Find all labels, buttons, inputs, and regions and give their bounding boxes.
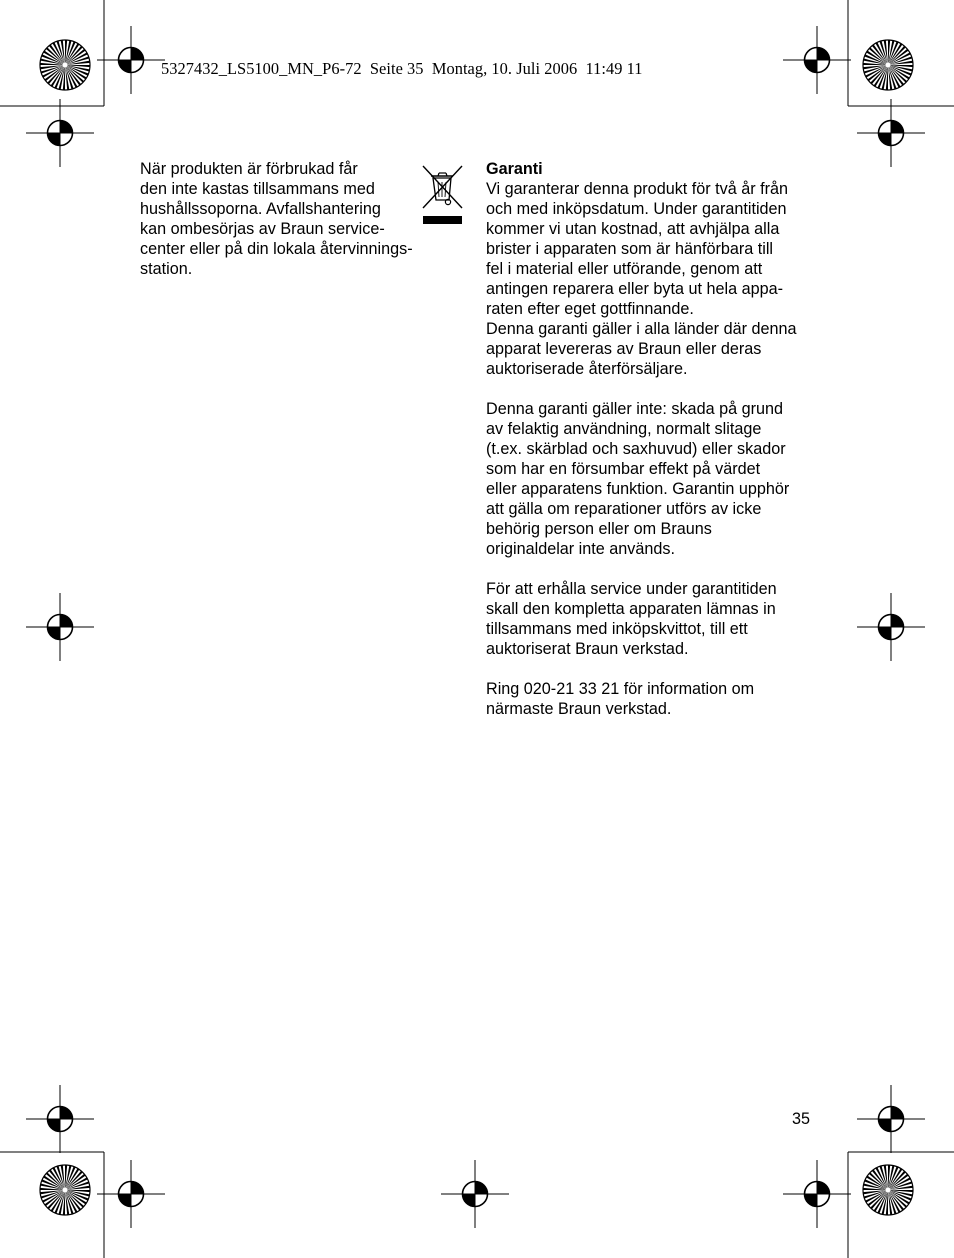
warranty-line: Ring 020-21 33 21 för information om xyxy=(486,680,755,698)
warranty-line: av felaktig användning, normalt slitage xyxy=(486,420,762,438)
warranty-line: närmaste Braun verkstad. xyxy=(486,700,672,718)
paragraph-gap xyxy=(486,659,816,679)
warranty-section xyxy=(486,159,816,719)
warranty-line: Denna garanti gäller i alla länder där denna xyxy=(486,320,797,338)
star-target-top-left xyxy=(40,40,90,90)
star-target-center xyxy=(63,1188,68,1193)
registration-mark-top-right xyxy=(783,26,851,94)
star-target-bottom-left xyxy=(40,1165,90,1215)
warranty-line: Vi garanterar denna produkt för två år från xyxy=(486,180,789,198)
registration-mark-top-left xyxy=(97,26,165,94)
registration-mark-bottom-right xyxy=(783,1160,851,1228)
warranty-line: originaldelar inte används. xyxy=(486,540,675,558)
registration-mark-lower-right xyxy=(857,1085,925,1153)
warranty-title: Garanti xyxy=(486,160,543,178)
warranty-line: auktoriserade återförsäljare. xyxy=(486,360,688,378)
warranty-line: skall den kompletta apparaten lämnas in xyxy=(486,600,776,618)
disposal-line: center eller på din lokala återvinnings- xyxy=(140,240,413,258)
star-target-center xyxy=(63,63,68,68)
paragraph-gap xyxy=(486,559,816,579)
print-slug-header: 5327432_LS5100_MN_P6-72 Seite 35 Montag, 10. Juli 2006 11:49 11 xyxy=(161,59,643,78)
disposal-line: station. xyxy=(140,260,193,278)
page-number: 35 xyxy=(792,1110,811,1128)
disposal-line: den inte kastas tillsammans med xyxy=(140,180,375,198)
registration-mark-bottom-left xyxy=(97,1160,165,1228)
disposal-line: hushållssoporna. Avfallshantering xyxy=(140,200,381,218)
disposal-line: kan ombesörjas av Braun service- xyxy=(140,220,385,238)
warranty-line: auktoriserat Braun verkstad. xyxy=(486,640,689,658)
registration-mark-mid-right xyxy=(857,593,925,661)
registration-mark-bottom-center xyxy=(441,1160,509,1228)
warranty-line: För att erhålla service under garantitiden xyxy=(486,580,777,598)
registration-mark-upper-left xyxy=(26,99,94,167)
warranty-line: eller apparatens funktion. Garantin upphör xyxy=(486,480,790,498)
star-target-center xyxy=(886,63,891,68)
warranty-line: och med inköpsdatum. Under garantitiden xyxy=(486,200,787,218)
star-target-bottom-right xyxy=(863,1165,913,1215)
warranty-line: att gälla om reparationer utförs av icke xyxy=(486,500,762,518)
registration-mark-lower-left xyxy=(26,1085,94,1153)
warranty-line: kommer vi utan kostnad, att avhjälpa alla xyxy=(486,220,780,238)
warranty-line: Denna garanti gäller inte: skada på grund xyxy=(486,400,783,418)
star-target-top-right xyxy=(863,40,913,90)
warranty-line: (t.ex. skärblad och saxhuvud) eller skador xyxy=(486,440,786,458)
disposal-notice xyxy=(140,159,440,279)
star-target-center xyxy=(886,1188,891,1193)
warranty-line: brister i apparaten som är hänförbara till xyxy=(486,240,774,258)
warranty-line: apparat levereras av Braun eller deras xyxy=(486,340,762,358)
warranty-line: som har en försumbar effekt på värdet xyxy=(486,460,761,478)
warranty-line: antingen reparera eller byta ut hela appa- xyxy=(486,280,783,298)
registration-mark-upper-right xyxy=(857,99,925,167)
warranty-line: behörig person eller om Brauns xyxy=(486,520,712,538)
warranty-line: raten efter eget gottfinnande. xyxy=(486,300,694,318)
registration-mark-mid-left xyxy=(26,593,94,661)
warranty-line: fel i material eller utförande, genom att xyxy=(486,260,763,278)
crossed-out-wheelie-bin-icon xyxy=(420,164,464,226)
paragraph-gap xyxy=(486,379,816,399)
disposal-line: När produkten är förbrukad får xyxy=(140,160,358,178)
warranty-line: tillsammans med inköpskvittot, till ett xyxy=(486,620,748,638)
